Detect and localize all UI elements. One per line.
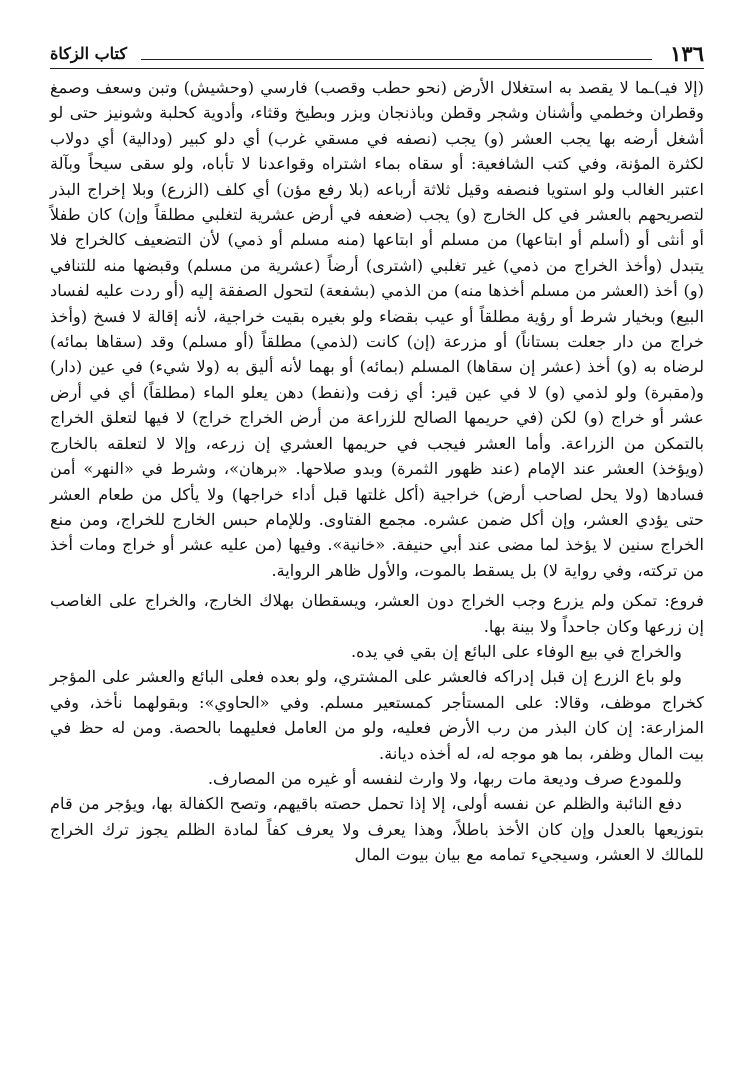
crop-sale-paragraph: ولو باع الزرع إن قبل إدراكه فالعشر على المشتري، ولو بعده فعلى البائع والعشر على المؤجر كخراج موظف، وقالا: على المستأجر كمستعير مسلم. وفي «الحاوي»: وبقولهما نأخذ، وفي المزارعة: إن كان البذر من رب الأرض فعليه، ولو من العامل فعليهما بالحصة. ومن له حظ في بيت المال وظفر، بما هو موجه له، له أخذه ديانة. — [50, 667, 704, 763]
running-title: كتاب الزكاة — [50, 43, 127, 63]
page-header — [50, 40, 704, 69]
furu-paragraph: فروع: تمكن ولم يزرع وجب الخراج دون العشر، ويسقطان بهلاك الخارج، والخراج على الغاصب إن زرعها وكان جاحداً ولا بينة بها. — [50, 591, 704, 636]
page-number: ١٣٦ — [670, 40, 704, 66]
oppression-paragraph: دفع النائبة والظلم عن نفسه أولى، إلا إذا تحمل حصته باقيهم، وتصح الكفالة بها، ويؤجر من قام بتوزيعها بالعدل وإن كان الأخذ باطلاً، وهذا يعرف ولا يعرف كفاً لمادة الظلم يجوز ترك الخراج للمالك لا العشر، وسيجيء تمامه مع بيان بيوت المال — [50, 794, 704, 865]
main-paragraph: (إلا فيـ)ـما لا يقصد به استغلال الأرض (نحو حطب وقصب) فارسي (وحشيش) وتبن وسعف وصمغ وقطران وخطمي وأشنان وشجر وقطن وباذنجان وبزر وبطيخ وقثاء، وأدوية كحلبة وشونيز حتى لو أشغل أرضه بها يجب العشر (و) يجب (نصفه في مسقي غرب) أي دلو كبير (ودالية) أي دولاب لكثرة المؤنة، وفي كتب الشافعية: أو سقاه بماء اشتراه وقواعدنا لا تأباه، ولو سقى سيحاً وبآلة اعتبر الغالب ولو استويا فنصفه وقيل ثلاثة أرباعه (بلا رفع مؤن) أي كلف (الزرع) وبلا إخراج البذر لتصريحهم بالعشر في كل الخارج (و) يجب (ضعفه في أرض عشرية لتغلبي مطلقاً وإن) كان طفلاً أو أنثى أو (أسلم أو ابتاعها) من مسلم أو ابتاعها (منه مسلم أو ذمي) لأن التضعيف كالخراج فلا يتبدل (وأخذ الخراج من ذمي) غير تغلبي (اشترى) أرضاً (عشرية من مسلم) وقبضها منه للتنافي (و) أخذ (العشر من مسلم أخذها منه) من الذمي (بشفعة) لتحول الصفقة إليه (أو ردت عليه لفساد البيع) وبخيار شرط أو رؤية مطلقاً أو عيب بقضاء ولو بغيره بقيت خراجية، لأنه إقالة لا فسخ (وأخذ خراج من دار جعلت بستاناً) أو مزرعة (إن) كانت (لذمي) مطلقاً (أو مسلم) وقد (سقاها بمائه) لرضاه به (و) أخذ (عشر إن سقاها) المسلم (بمائه) أو بهما لأنه أليق به (ولا شيء) في عين (دار) و(مقبرة) ولو لذمي (و) لا في عين قير: أي زفت و(نفط) دهن يعلو الماء (مطلقاً) أي في أرض عشر أو خراج (و) لكن (في حريمها الصالح للزراعة من أرض الخراج خراج) لا فيها لتعلق الخراج بالتمكن من الزراعة. وأما العشر فيجب في حريمها العشري إن زرعه، وإلا لا لتعلقه بالخارج (ويؤخذ) العشر عند الإمام (عند ظهور الثمرة) وبدو صلاحها. «برهان»، وشرط في «النهر» أمن فسادها (ولا يحل لصاحب أرض) خراجية (أكل غلتها قبل أداء خراجها) ولا يأكل من طعام العشر حتى يؤدي العشر، وإن أكل ضمن عشره. مجمع الفتاوى. وللإمام حبس الخارج للخراج، ومن منع الخراج سنين لا يؤخذ لما مضى عند أبي حنيفة. «خانية». وفيها (من عليه عشر أو خراج ومات أخذ من تركته، وفي رواية لا) بل يسقط بالموت، والأول ظاهر الرواية. — [50, 78, 704, 580]
wafa-sale-paragraph: والخراج في بيع الوفاء على البائع إن بقي في يده. — [350, 641, 682, 661]
header-rule — [141, 59, 652, 60]
deposit-paragraph: وللمودع صرف وديعة مات ربها، ولا وارث لنفسه أو غيره من المصارف. — [207, 768, 682, 788]
